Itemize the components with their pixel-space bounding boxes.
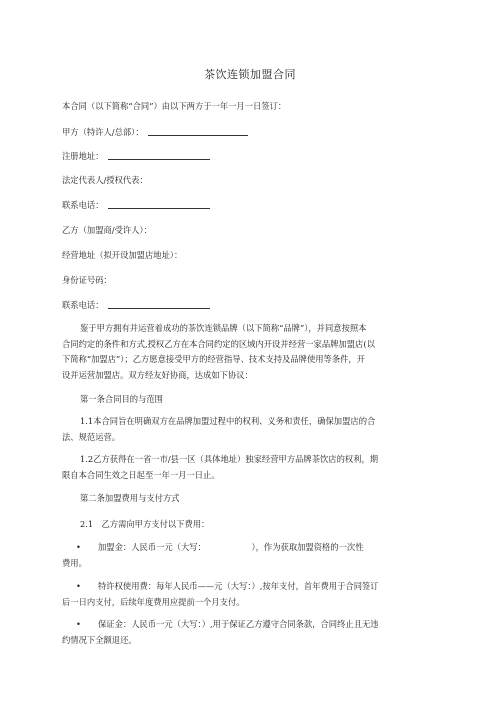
party-b-phone-blank[interactable] [108, 300, 210, 309]
party-a-address-label: 注册地址： [62, 151, 104, 161]
party-a-phone-blank[interactable] [108, 200, 210, 209]
article-2-heading: 第二条加盟费用与支付方式 [80, 493, 180, 503]
fee-text: 费用。 [62, 557, 87, 568]
fee-item-deposit [62, 617, 440, 648]
preamble-paragraph [62, 321, 440, 383]
fee-text: 特许权使用费：每年人民币——元（大写：）,按年支付，首年费用于合同签订 [98, 581, 379, 591]
clause-line: 1.1本合同旨在明确双方在品牌加盟过程中的权利、义务和责任，确保加盟店的合 [80, 416, 376, 426]
fee-text: 加盟金：人民币一元（大写： ），作为获取加盟资格的一次性 [98, 542, 364, 552]
party-a-rep-label: 法定代表人/授权代表： [62, 175, 148, 185]
preamble-line: 合同约定的条件和方式,授权乙方在本合同约定的区域内开设并经营一家品牌加盟店(以 [62, 338, 375, 349]
party-a-phone-field [62, 199, 210, 211]
preamble-line: 下简称“加盟店”）；乙方愿意接受甲方的经营指导、技术支持及品牌使用等条件，开 [62, 354, 366, 365]
page-title: 茶饮连锁加盟合同 [204, 68, 296, 81]
clause-2-1: 2.1 乙方需向甲方支付以下费用： [80, 519, 210, 529]
clause-line: 法、规范运营。 [62, 431, 121, 442]
bullet-icon: • [76, 619, 81, 629]
party-a-name-label: 甲方（特许人/总部）： [62, 127, 144, 137]
bullet-icon: • [76, 581, 81, 591]
party-b-phone-field [62, 299, 210, 311]
party-b-phone-label: 联系电话： [62, 300, 104, 310]
party-b-address-label: 经营地址（拟开设加盟店地址）： [62, 250, 183, 260]
bullet-icon: • [76, 542, 81, 552]
party-b-name-label: 乙方（加盟商/受许人）： [62, 225, 152, 235]
fee-text: 后一日内支付，后续年度费用应提前一个月支付。 [62, 596, 245, 607]
clause-1-2 [62, 452, 440, 483]
preamble-line: 设并运营加盟店。双方经友好协商，达成如下协议： [62, 369, 253, 380]
article-1-heading: 第一条合同目的与范围 [80, 394, 163, 404]
party-a-phone-label: 联系电话： [62, 200, 104, 210]
party-b-id-label: 身份证号码： [62, 275, 112, 285]
party-a-address-blank[interactable] [108, 151, 210, 160]
clause-line: 限自本合同生效之日起至一年一月一日止。 [62, 469, 220, 480]
fee-item-franchise [62, 540, 440, 571]
party-a-name-blank[interactable] [148, 127, 248, 136]
party-a-address-field [62, 150, 210, 162]
preamble-line: 鉴于甲方拥有并运营着成功的茶饮连锁品牌（以下简称“品牌”），并同意按照本 [80, 323, 367, 333]
fee-item-royalty [62, 579, 440, 610]
fee-text: 约情况下全额退还。 [62, 634, 137, 645]
clause-line: 1.2乙方获得在一省一市/县一区（具体地址）独家经营甲方品牌茶饮店的权利，期 [80, 454, 379, 464]
fee-text: 保证金：人民币一元（大写：）,用于保证乙方遵守合同条款，合同终止且无违 [98, 619, 379, 629]
intro-line: 本合同（以下简称“合同”）由以下两方于一年一月一日签订： [62, 101, 287, 111]
clause-1-1 [62, 414, 440, 445]
party-a-name-field [62, 126, 248, 138]
